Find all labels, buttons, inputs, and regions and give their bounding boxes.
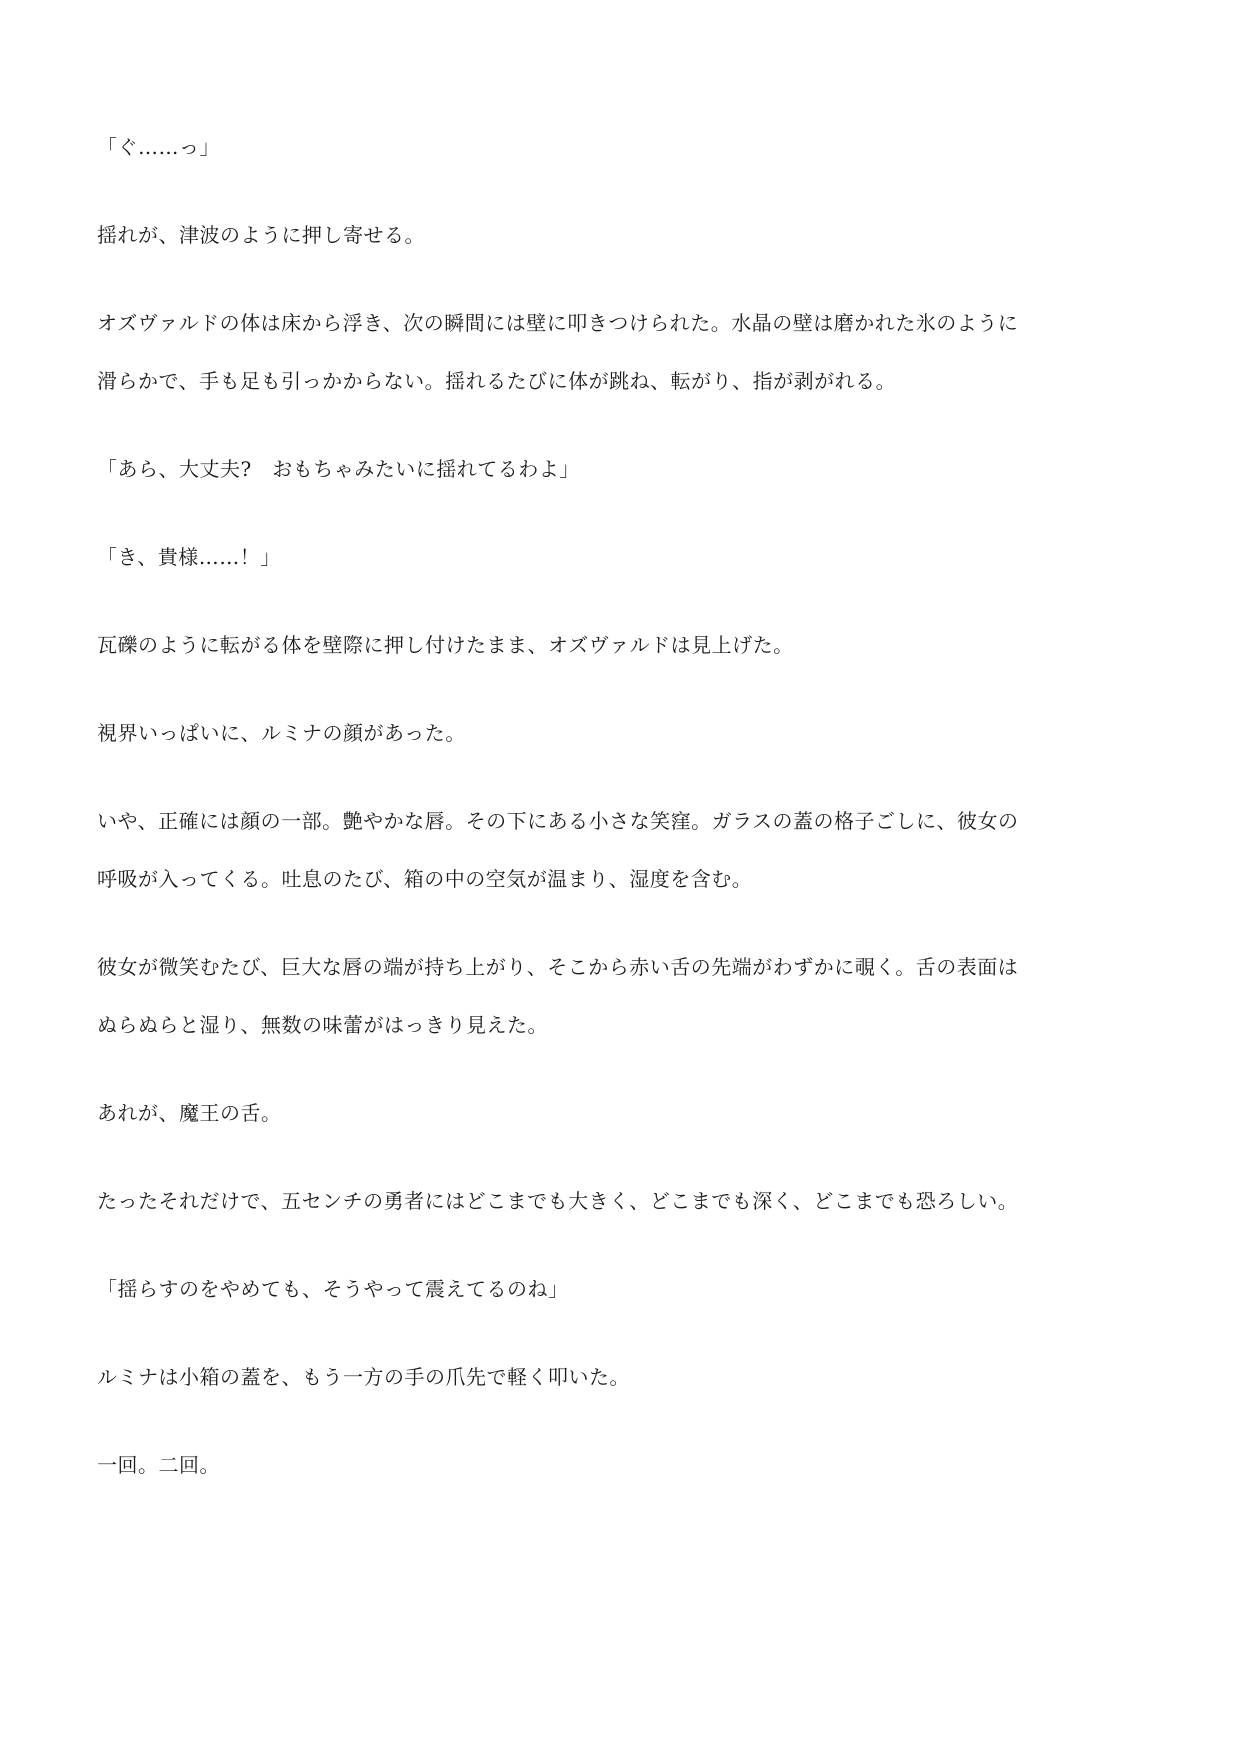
paragraph: 瓦礫のように転がる体を壁際に押し付けたまま、オズヴァルドは見上げた。 [97,633,794,657]
paragraph: ルミナは小箱の蓋を、もう一方の手の爪先で軽く叩いた。 [97,1365,630,1389]
paragraph: 視界いっぱいに、ルミナの顔があった。 [97,721,466,745]
paragraph: たったそれだけで、五センチの勇者にはどこまでも大きく、どこまでも深く、どこまでも恐ろしい。 [97,1189,1019,1213]
paragraph: 揺れが、津波のように押し寄せる。 [97,223,425,247]
paragraph: 「ぐ……っ」 [97,135,220,159]
paragraph: 「揺らすのをやめても、そうやって震えてるのね」 [97,1277,569,1301]
paragraph: 彼女が微笑むたび、巨大な唇の端が持ち上がり、そこから赤い舌の先端がわずかに覗く。舌の表面はぬらぬらと湿り、無数の味蕾がはっきり見えた。 [97,955,1019,1037]
paragraph: あれが、魔王の舌。 [97,1101,282,1125]
paragraph: いや、正確には顔の一部。艶やかな唇。その下にある小さな笑窪。ガラスの蓋の格子ごしに、彼女の呼吸が入ってくる。吐息のたび、箱の中の空気が温まり、湿度を含む。 [97,809,1019,891]
paragraph: 「き、貴様……！」 [97,545,281,569]
paragraph: 一回。二回。 [97,1453,220,1477]
body-text [97,118,1027,1524]
paragraph: オズヴァルドの体は床から浮き、次の瞬間には壁に叩きつけられた。水晶の壁は磨かれた氷のように滑らかで、手も足も引っかからない。揺れるたびに体が跳ね、転がり、指が剥がれる。 [97,311,1019,393]
paragraph: 「あら、大丈夫? おもちゃみたいに揺れてるわよ」 [97,457,580,481]
